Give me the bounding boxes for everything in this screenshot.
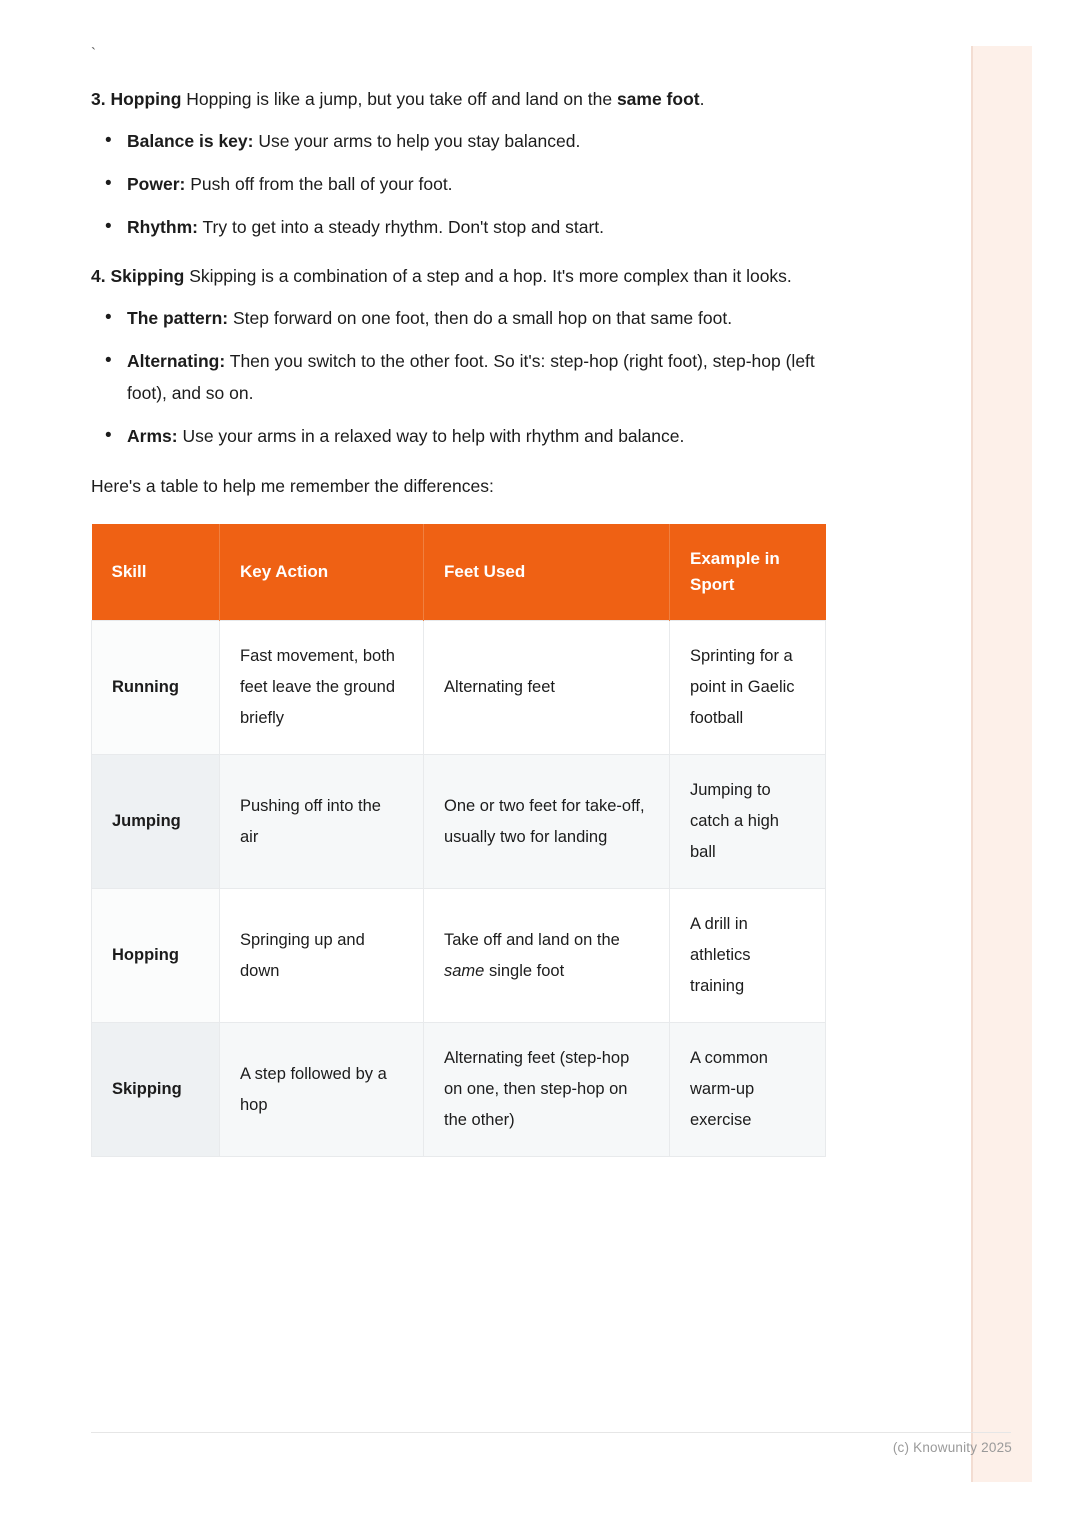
cell-example: A drill in athletics training <box>670 889 826 1023</box>
cell-feet-used: Alternating feet <box>424 621 670 755</box>
section-3-lead-b: . <box>699 89 705 109</box>
list-item <box>125 211 827 243</box>
list-item <box>125 302 827 334</box>
bullet-label: Arms: <box>127 426 178 446</box>
bullet-text: Then you switch to the other foot. So it's: step-hop (right foot), step-hop (left foot), and so on. <box>127 351 815 403</box>
cell-example: A common warm-up exercise <box>670 1023 826 1157</box>
table-row <box>92 889 826 1023</box>
table-intro-text: Here's a table to help me remember the differences: <box>91 476 494 496</box>
cell-example: Sprinting for a point in Gaelic football <box>670 621 826 755</box>
cell-feet-used: Alternating feet (step-hop on one, then step-hop on the other) <box>424 1023 670 1157</box>
document-content <box>91 40 827 1157</box>
cell-skill: Hopping <box>92 889 220 1023</box>
cell-skill: Skipping <box>92 1023 220 1157</box>
cell-skill: Running <box>92 621 220 755</box>
table-row <box>92 621 826 755</box>
cell-feet-used-pre: Take off and land on the <box>444 930 620 949</box>
bullet-label: Alternating: <box>127 351 226 371</box>
bullet-text: Step forward on one foot, then do a small hop on that same foot. <box>228 308 733 328</box>
cell-feet-used <box>424 889 670 1023</box>
table-header <box>92 524 826 621</box>
bullet-text: Use your arms in a relaxed way to help with rhythm and balance. <box>177 426 685 446</box>
cell-key-action: Pushing off into the air <box>220 755 424 889</box>
bullet-text: Try to get into a steady rhythm. Don't stop and start. <box>197 217 605 237</box>
section-3-bullet-list <box>91 125 827 243</box>
cell-feet-used-post: single foot <box>484 961 565 980</box>
section-4-lead-a: Skipping is a combination of a step and a hop. It's more complex than it looks. <box>184 266 792 286</box>
table-row <box>92 755 826 889</box>
section-4-bullet-list <box>91 302 827 452</box>
bullet-text: Push off from the ball of your foot. <box>185 174 453 194</box>
list-item <box>125 168 827 200</box>
table-body <box>92 621 826 1157</box>
section-3-paragraph <box>91 82 827 117</box>
section-4-paragraph <box>91 259 827 294</box>
bullet-label: Power: <box>127 174 186 194</box>
table-header-skill: Skill <box>92 524 220 621</box>
cell-skill: Jumping <box>92 755 220 889</box>
footer-divider <box>91 1432 1011 1433</box>
section-3-heading: 3. Hopping <box>91 89 182 109</box>
table-header-key-action: Key Action <box>220 524 424 621</box>
cell-key-action: Springing up and down <box>220 889 424 1023</box>
footer-copyright: (c) Knowunity 2025 <box>892 1440 1012 1455</box>
skills-comparison-table <box>91 524 826 1157</box>
cell-key-action: A step followed by a hop <box>220 1023 424 1157</box>
section-3-lead-bold: same foot <box>616 89 700 109</box>
section-3-lead-a: Hopping is like a jump, but you take off and land on the <box>181 89 617 109</box>
cell-feet-used-emphasis: same <box>444 961 485 980</box>
table-header-row <box>92 524 826 621</box>
cell-example: Jumping to catch a high ball <box>670 755 826 889</box>
tick-mark: ` <box>91 45 96 62</box>
bullet-label: Rhythm: <box>127 217 198 237</box>
bullet-text: Use your arms to help you stay balanced. <box>253 131 581 151</box>
decorative-margin-line <box>971 46 973 1482</box>
table-header-example: Example in Sport <box>670 524 826 621</box>
list-item <box>125 345 827 409</box>
list-item <box>125 125 827 157</box>
cell-feet-used: One or two feet for take-off, usually two for landing <box>424 755 670 889</box>
table-header-feet-used: Feet Used <box>424 524 670 621</box>
cell-key-action: Fast movement, both feet leave the ground briefly <box>220 621 424 755</box>
section-4-heading: 4. Skipping <box>91 266 185 286</box>
decorative-margin-strip <box>972 46 1032 1482</box>
bullet-label: The pattern: <box>127 308 229 328</box>
list-item <box>125 420 827 452</box>
bullet-label: Balance is key: <box>127 131 254 151</box>
table-row <box>92 1023 826 1157</box>
